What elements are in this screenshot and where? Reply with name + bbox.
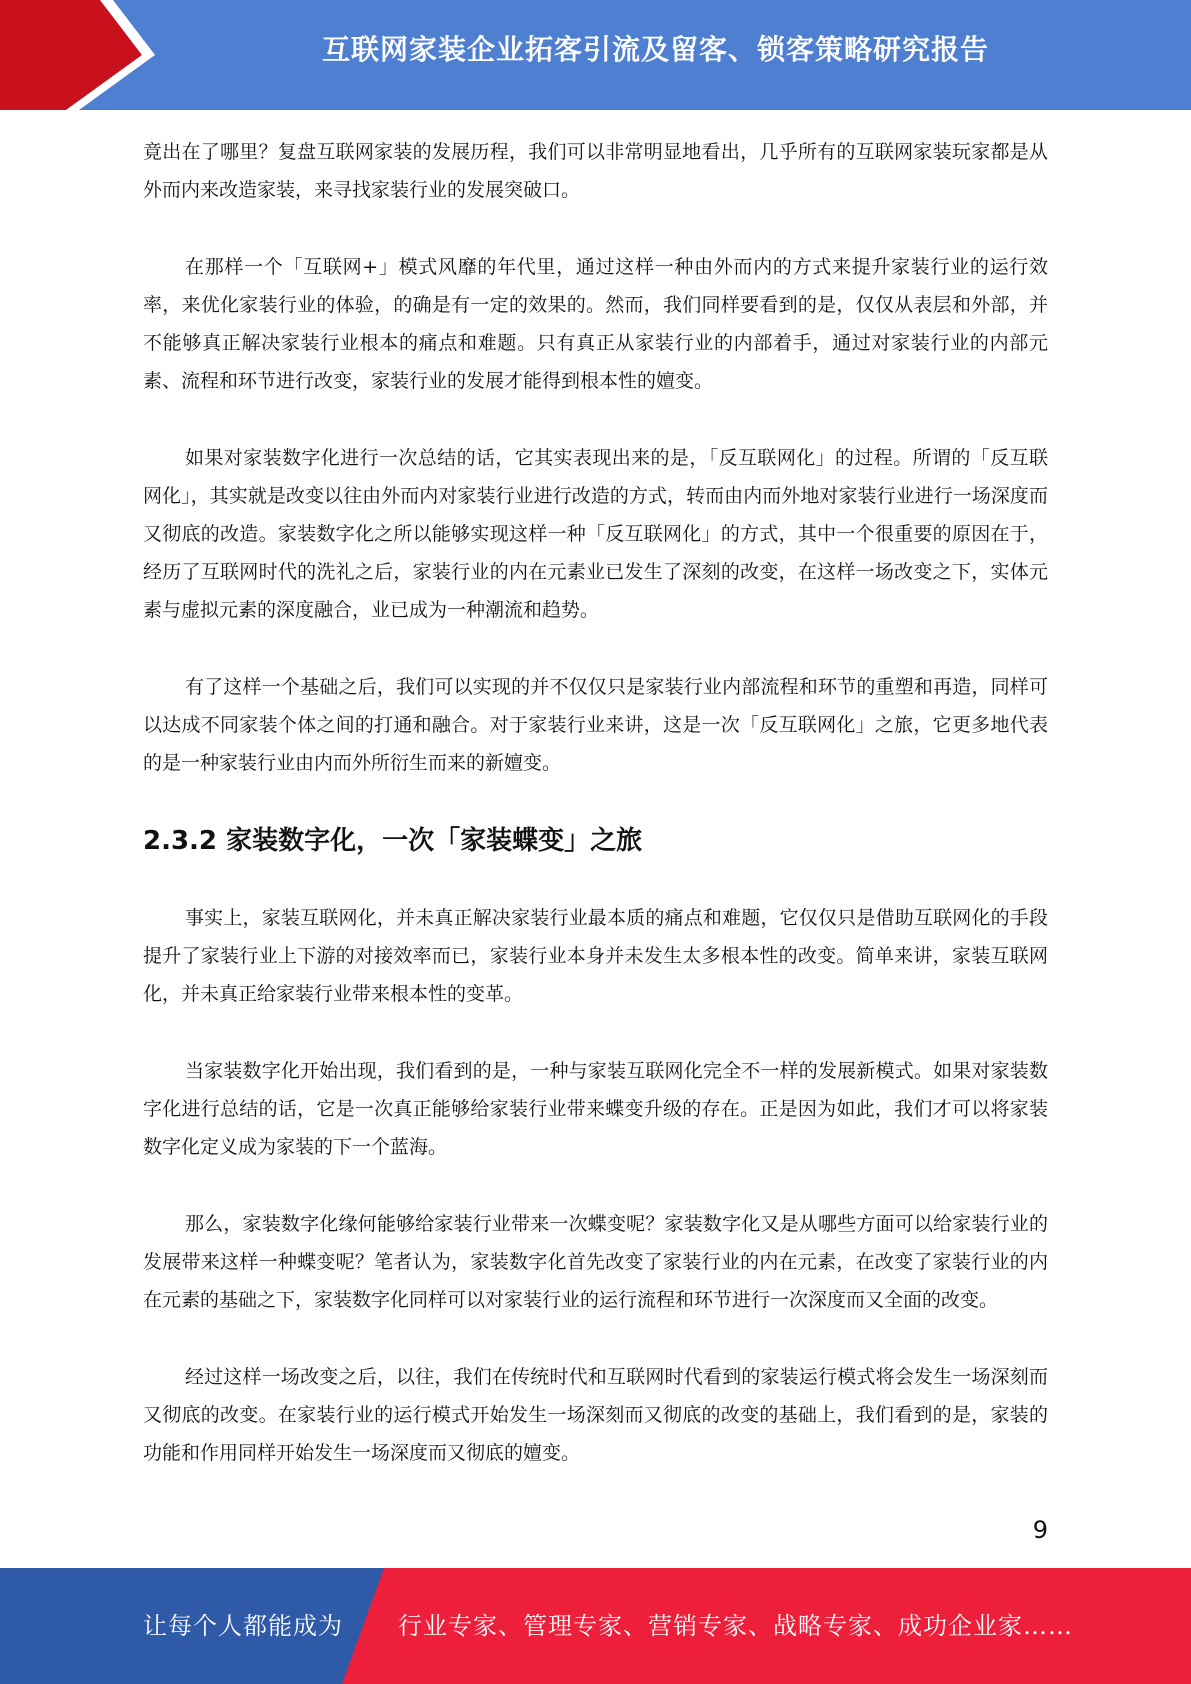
paragraph: 在那样一个「互联网+」模式风靡的年代里，通过这样一种由外而内的方式来提升家装行业的运行效率，来优化家装行业的体验，的确是有一定的效果的。然而，我们同样要看到的是，仅仅从表层和外部，并不能够真正解决家装行业根本的痛点和难题。只有真正从家装行业的内部着手，通过对家装行业的内部元素、流程和环节进行改变，家装行业的发展才能得到根本性的嬗变。 bbox=[143, 256, 1048, 392]
page-header bbox=[0, 0, 1191, 110]
footer-slogan-left: 让每个人都能成为 bbox=[143, 1612, 343, 1640]
paragraph: 事实上，家装互联网化，并未真正解决家装行业最本质的痛点和难题，它仅仅只是借助互联网化的手段提升了家装行业上下游的对接效率而已，家装行业本身并未发生太多根本性的改变。简单来讲，家装互联网化，并未真正给家装行业带来根本性的变革。 bbox=[143, 907, 1048, 1005]
paragraph-continued: 竟出在了哪里？复盘互联网家装的发展历程，我们可以非常明显地看出，几乎所有的互联网家装玩家都是从外而内来改造家装，来寻找家装行业的发展突破口。 bbox=[143, 141, 1048, 201]
paragraph: 那么，家装数字化缘何能够给家装行业带来一次蝶变呢？家装数字化又是从哪些方面可以给家装行业的发展带来这样一种蝶变呢？笔者认为，家装数字化首先改变了家装行业的内在元素，在改变了家装行业的内在元素的基础之下，家装数字化同样可以对家装行业的运行流程和环节进行一次深度而又全面的改变。 bbox=[143, 1213, 1048, 1311]
footer-slogan-right: 行业专家、管理专家、营销专家、战略专家、成功企业家…… bbox=[398, 1612, 1073, 1640]
paragraph: 如果对家装数字化进行一次总结的话，它其实表现出来的是，「反互联网化」的过程。所谓的「反互联网化」，其实就是改变以往由外而内对家装行业进行改造的方式，转而由内而外地对家装行业进行一场深度而又彻底的改造。家装数字化之所以能够实现这样一种「反互联网化」的方式，其中一个很重要的原因在于，经历了互联网时代的洗礼之后，家装行业的内在元素业已发生了深刻的改变，在这样一场改变之下，实体元素与虚拟元素的深度融合，业已成为一种潮流和趋势。 bbox=[143, 447, 1048, 621]
document-body bbox=[143, 133, 1048, 1511]
paragraph: 经过这样一场改变之后，以往，我们在传统时代和互联网时代看到的家装运行模式将会发生一场深刻而又彻底的改变。在家装行业的运行模式开始发生一场深刻而又彻底的改变的基础上，我们看到的是，家装的功能和作用同样开始发生一场深度而又彻底的嬗变。 bbox=[143, 1366, 1048, 1464]
report-title: 互联网家装企业拓客引流及留客、锁客策略研究报告 bbox=[321, 33, 989, 66]
page-footer bbox=[0, 1568, 1191, 1684]
section-heading: 2.3.2 家装数字化，一次「家装蝶变」之旅 bbox=[143, 826, 643, 856]
page-number: 9 bbox=[1032, 1516, 1048, 1544]
header-chevron-decoration bbox=[0, 0, 160, 110]
paragraph: 有了这样一个基础之后，我们可以实现的并不仅仅只是家装行业内部流程和环节的重塑和再造，同样可以达成不同家装个体之间的打通和融合。对于家装行业来讲，这是一次「反互联网化」之旅，它更多地代表的是一种家装行业由内而外所衍生而来的新嬗变。 bbox=[143, 676, 1048, 774]
paragraph: 当家装数字化开始出现，我们看到的是，一种与家装互联网化完全不一样的发展新模式。如果对家装数字化进行总结的话，它是一次真正能够给家装行业带来蝶变升级的存在。正是因为如此，我们才可以将家装数字化定义成为家装的下一个蓝海。 bbox=[143, 1060, 1048, 1158]
